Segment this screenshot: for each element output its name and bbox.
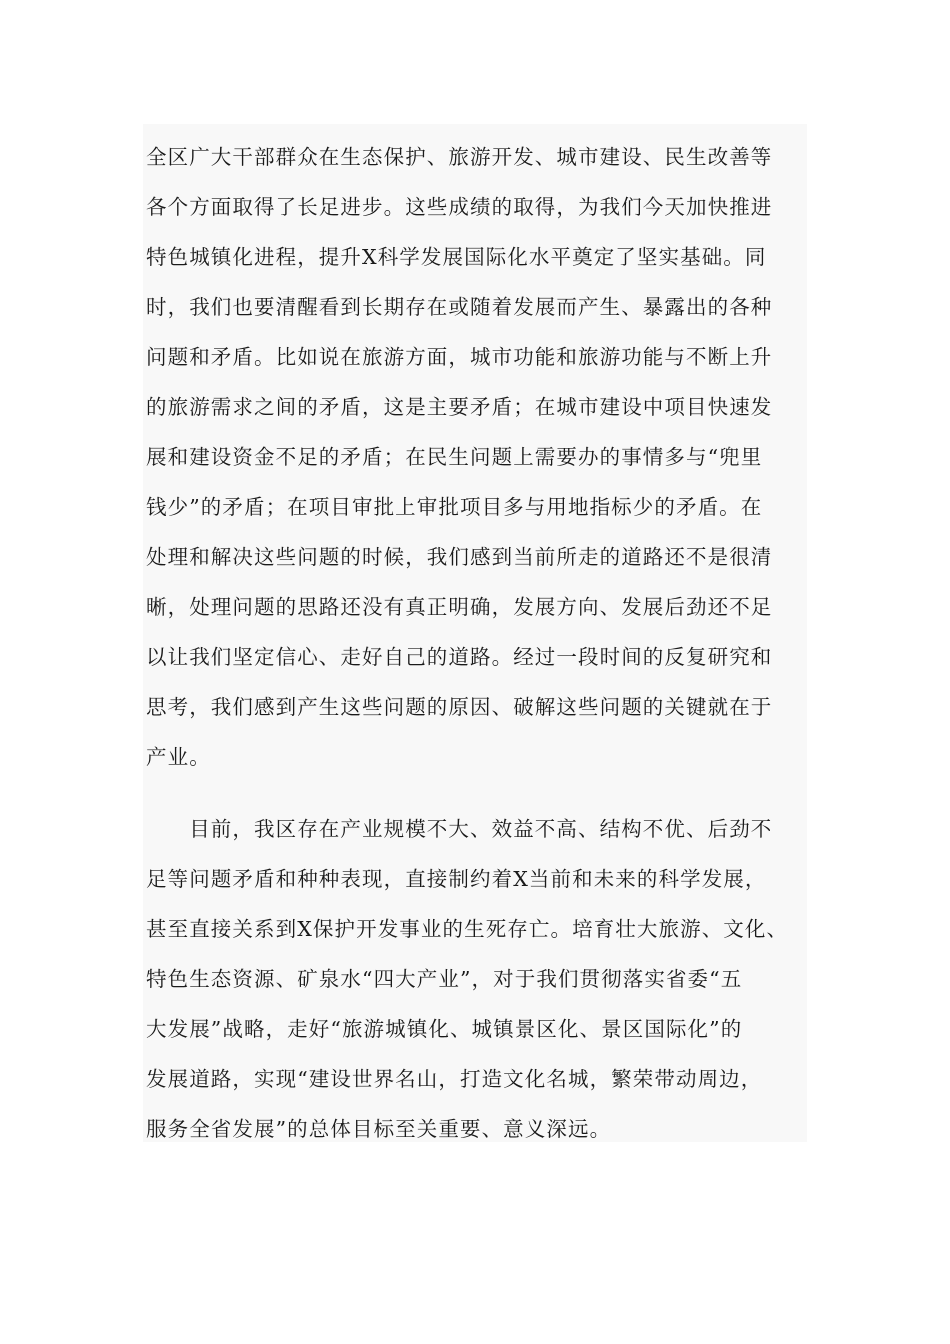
text-line: 特色城镇化进程，提升X科学发展国际化水平奠定了坚实基础。同 — [146, 245, 767, 269]
text-line: 处理和解决这些问题的时候，我们感到当前所走的道路还不是很清 — [146, 545, 773, 569]
text-line: 足等问题矛盾和种种表现，直接制约着X当前和未来的科学发展， — [146, 867, 767, 891]
text-line: 目前，我区存在产业规模不大、效益不高、结构不优、后劲不 — [146, 817, 773, 841]
text-line: 特色生态资源、矿泉水“四大产业”，对于我们贯彻落实省委“五 — [146, 967, 743, 991]
text-line: 服务全省发展”的总体目标至关重要、意义深远。 — [146, 1117, 612, 1141]
text-line: 产业。 — [146, 745, 211, 769]
text-line: 晰，处理问题的思路还没有真正明确，发展方向、发展后劲还不足 — [146, 595, 773, 619]
text-line: 以让我们坚定信心、走好自己的道路。经过一段时间的反复研究和 — [146, 645, 773, 669]
text-line: 全区广大干部群众在生态保护、旅游开发、城市建设、民生改善等 — [146, 145, 773, 169]
text-line: 各个方面取得了长足进步。这些成绩的取得，为我们今天加快推进 — [146, 195, 773, 219]
paragraph-2 — [146, 804, 788, 1154]
text-line: 发展道路，实现“建设世界名山，打造文化名城，繁荣带动周边， — [146, 1067, 763, 1091]
text-line: 甚至直接关系到X保护开发事业的生死存亡。培育壮大旅游、文化、 — [146, 917, 789, 941]
text-line: 思考，我们感到产生这些问题的原因、破解这些问题的关键就在于 — [146, 695, 773, 719]
text-line: 时，我们也要清醒看到长期存在或随着发展而产生、暴露出的各种 — [146, 295, 773, 319]
text-line: 大发展”战略，走好“旅游城镇化、城镇景区化、景区国际化”的 — [146, 1017, 743, 1041]
text-line: 展和建设资金不足的矛盾；在民生问题上需要办的事情多与“兜里 — [146, 445, 763, 469]
text-line: 问题和矛盾。比如说在旅游方面，城市功能和旅游功能与不断上升 — [146, 345, 773, 369]
document-body — [143, 124, 807, 1142]
text-line: 钱少”的矛盾；在项目审批上审批项目多与用地指标少的矛盾。在 — [146, 495, 763, 519]
paragraph-1 — [146, 132, 772, 782]
text-line: 的旅游需求之间的矛盾，这是主要矛盾；在城市建设中项目快速发 — [146, 395, 773, 419]
